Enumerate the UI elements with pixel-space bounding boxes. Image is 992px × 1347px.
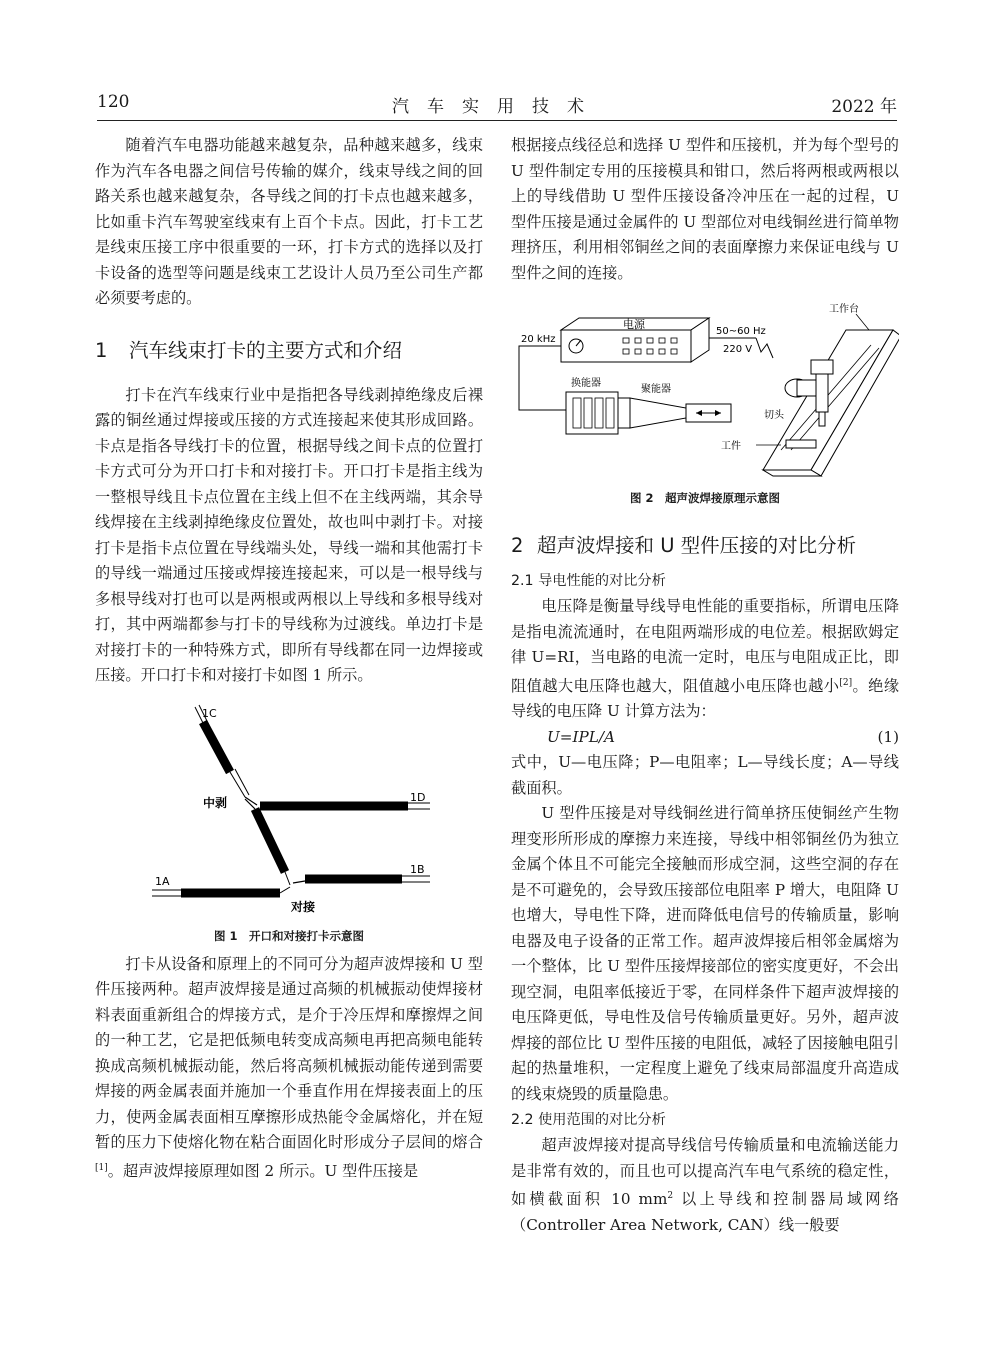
section-2-1-paragraph-2: U 型件压接是对导线铜丝进行简单挤压使铜丝产生物理变形所形成的摩擦力来连接，导线中相邻铜丝仍为独立金属个体且不可能完全接触而形成空洞，这些空洞的存在是不可避免的，会导致压接部位电阻率 P 增大，电阻降 U 也增大，导电性下降，进而降低电信号的传输质量，影响电器及电子设备的正常工作。超声波焊接后相邻金属熔为一个整体，比 U 型件压接焊接部位的密实度更好，不会出现空洞，电阻率低接近于零，在同样条件下超声波焊接的电压降更低，导电性及信号传输质量更好。另外，超声波焊接的部位比 U 型件压接的电阻低，减轻了因接触电阻引起的热量堆积，一定程度上避免了线束局部温度升高造成的线束烧毁的质量隐患。 xyxy=(511,804,899,1103)
citation-1: [1] xyxy=(95,1162,108,1173)
section-2-heading xyxy=(511,530,899,558)
figure-1 xyxy=(95,697,483,922)
label-1c: 1C xyxy=(202,706,217,720)
para23-text-b: 以上导线和控制器局域网络（Controller Area Network, CAN）线一般要 xyxy=(511,1190,899,1234)
para2-text-a: 打卡从设备和原理上的不同可分为超声波焊接和 U 型件压接两种。超声波焊接是通过高频的机械振动使焊接材料表面重新组合的焊接方式，是介于冷压焊和摩擦焊之间的一种工艺，它是把低频电转变成高频电再把高频电能转换成高频机械振动能，然后将高频机械振动能传递到需要焊接的两金属表面并施加一个垂直作用在焊接表面上的压力，使两金属表面相互摩擦形成热能令金属熔化，并在短暂的压力下使熔化物在粘合面固化时形成分子层间的熔合 xyxy=(95,954,483,1151)
label-concentrator: 聚能器 xyxy=(641,384,671,395)
label-power: 电源 xyxy=(623,318,645,331)
label-1b: 1B xyxy=(410,862,425,876)
transducer xyxy=(566,392,618,434)
label-butt: 对接 xyxy=(291,899,316,914)
concentrator xyxy=(618,398,731,428)
page-number: 120 xyxy=(97,92,130,112)
equation-1 xyxy=(511,725,899,751)
equation-expression: U=IPL/A xyxy=(547,727,615,746)
label-1a: 1A xyxy=(155,874,170,888)
subsection-2-2-heading: 2.2 使用范围的对比分析 xyxy=(511,1112,666,1129)
label-workpiece: 工件 xyxy=(721,441,741,452)
section-1-paragraph: 打卡在汽车线束行业中是指把各导线剥掉绝缘皮后裸露的铜丝通过焊接或压接的方式连接起来使其形成回路。卡点是指各导线打卡的位置，根据导线之间卡点的位置打卡方式可分为开口打卡和对接打卡。开口打卡是指主线为一整根导线且卡点位置在主线上但不在主线两端，其余导线焊接在主线剥掉绝缘皮位置处，故也叫中剥打卡。对接打卡是指卡点位置在导线端头处，导线一端和其他需打卡的导线一端通过压接或焊接连接起来，可以是一根导线与多根导线对打也可以是两根或两根以上导线和多根导线对打，其中两端都参与打卡的导线称为过渡线。单边打卡是对接打卡的一种特殊方式，即所有导线都在同一边焊接或压接。开口打卡和对接打卡如图 1 所示。 xyxy=(95,385,483,684)
label-cutter: 切头 xyxy=(764,410,784,421)
para21-text-a: 电压降是衡量导线导电性能的重要指标，所谓电压降是指电流流通时，在电阻两端形成的电位差。根据欧姆定律 U=RI，当电路的电流一定时，电压与电阻成正比，即阻值越大电压降也越大，阻值越小电压降也越小 xyxy=(511,597,899,695)
workbench xyxy=(763,330,899,476)
label-mid-strip: 中剥 xyxy=(203,795,228,810)
label-workbench: 工作台 xyxy=(829,304,859,315)
label-50-60hz: 50~60 Hz xyxy=(716,326,766,337)
section-1-title: 汽车线束打卡的主要方式和介绍 xyxy=(129,338,403,362)
journal-title: 汽车实用技术 xyxy=(392,97,602,117)
wire-1b xyxy=(293,876,430,883)
section-2-2-paragraph xyxy=(511,1133,899,1238)
transition-wire xyxy=(245,799,290,885)
left-column xyxy=(95,133,483,1184)
page-header xyxy=(97,92,897,121)
equation-where-clause: 式中，U—电压降；P—电阻率；L—导线长度；A—导线截面积。 xyxy=(511,753,899,797)
figure-2-caption: 图 2 超声波焊接原理示意图 xyxy=(629,491,780,505)
label-220v: 220 V xyxy=(723,344,753,355)
right-column xyxy=(511,133,899,1238)
wire-1d xyxy=(245,797,430,809)
wire-1a xyxy=(152,887,290,896)
signal-cable xyxy=(519,346,566,410)
section-1-paragraph-2 xyxy=(95,952,483,1185)
continued-paragraph: 根据接点线径总和选择 U 型件和压接机，并为每个型号的 U 型件制定专用的压接模具和钳口，然后将两根或两根以上的导线借助 U 型件压接设备冷冲压在一起的过程，U 型件压接是通过金属件的 U 型部位对电线铜丝进行简单物理挤压，利用相邻铜丝之间的表面摩擦力来保证电线与 U 型件之间的连接。 xyxy=(511,136,899,282)
section-2-1-paragraph xyxy=(511,594,899,725)
lightning-icon xyxy=(756,338,773,358)
section-2-title: 超声波焊接和 U 型件压接的对比分析 xyxy=(537,534,857,557)
issue-year: 2022 年 xyxy=(831,97,897,117)
subsection-2-1-heading: 2.1 导电性能的对比分析 xyxy=(511,573,666,589)
label-transducer: 换能器 xyxy=(571,378,601,389)
para23-text-a: 超声波焊接对提高导线信号传输质量和电流输送能力是非常有效的，而且也可以提高汽车电气系统的稳定性，如横截面积 10 mm xyxy=(511,1136,899,1209)
section-1-heading xyxy=(95,335,483,363)
figure-1-caption: 图 1 开口和对接打卡示意图 xyxy=(213,928,364,943)
figure-2 xyxy=(511,300,899,485)
label-1d: 1D xyxy=(410,790,426,804)
equation-number: (1) xyxy=(877,727,899,746)
para2-text-b: 。超声波焊接原理如图 2 所示。U 型件压接是 xyxy=(107,1161,419,1180)
label-20khz: 20 kHz xyxy=(521,334,556,345)
unit-superscript: 2 xyxy=(667,1191,674,1202)
section-2-number: 2 xyxy=(511,534,524,557)
para21-text-b: 。绝缘导线的电压降 U 计算方法为： xyxy=(511,676,900,721)
intro-paragraph: 随着汽车电器功能越来越复杂，品种越来越多，线束作为汽车各电器之间信号传输的媒介，线束导线之间的回路关系也越来越复杂，各导线之间的打卡点也越来越多，比如重卡汽车驾驶室线束有上百个卡点。因此，打卡工艺是线束压接工序中很重要的一环，打卡方式的选择以及打卡设备的选型等问题是线束工艺设计人员乃至公司生产都必须要考虑的。 xyxy=(95,136,483,307)
section-1-number: 1 xyxy=(95,338,108,362)
citation-2: [2] xyxy=(839,677,853,688)
